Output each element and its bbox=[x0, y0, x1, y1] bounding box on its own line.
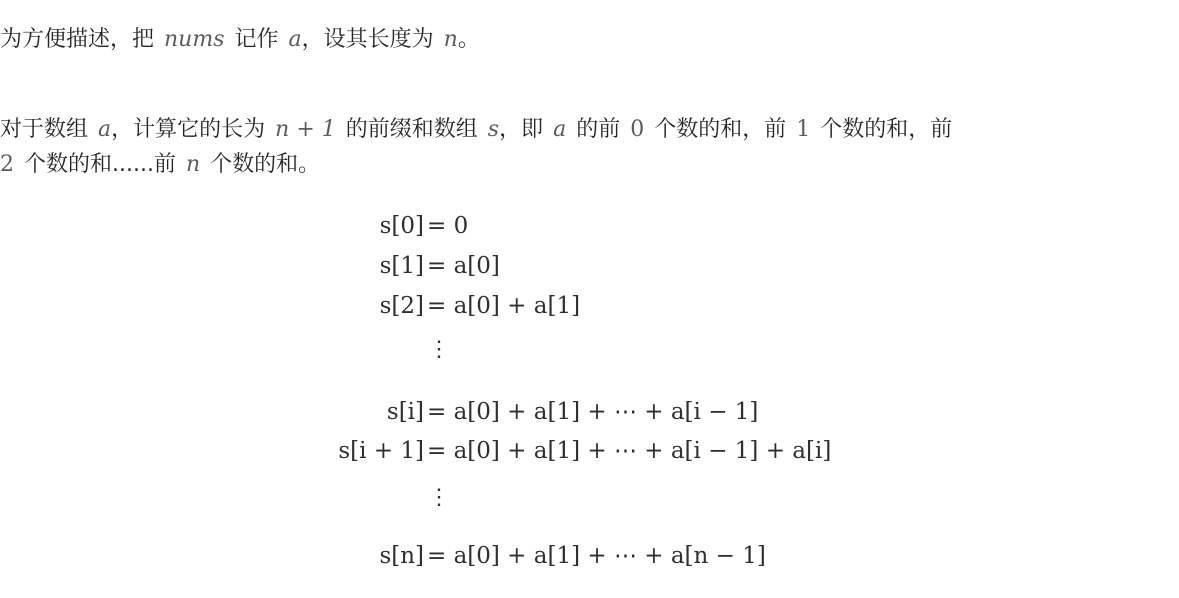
math-a: a bbox=[288, 27, 302, 52]
text: 。 bbox=[457, 27, 480, 52]
text: 的前 bbox=[576, 117, 621, 142]
text: 个数的和......前 bbox=[24, 152, 176, 177]
vertical-ellipsis: ⋮ bbox=[428, 485, 450, 510]
text: 对于数组 bbox=[0, 117, 89, 142]
equation-lhs-s1: s[1] bbox=[379, 253, 424, 279]
text: 个数的和，前 bbox=[654, 117, 787, 142]
text: ，计算它的长为 bbox=[111, 117, 266, 142]
equation-lhs-sn: s[n] bbox=[379, 543, 424, 569]
math-a: a bbox=[553, 117, 567, 142]
math-zero: 0 bbox=[630, 117, 645, 142]
text: 个数的和。 bbox=[210, 152, 321, 177]
equation-lhs-si: s[i] bbox=[386, 399, 424, 425]
math-two: 2 bbox=[0, 152, 14, 177]
paragraph-prefix-def-line2 bbox=[0, 148, 320, 182]
text: 为方便描述，把 bbox=[0, 27, 155, 52]
equation-rhs-s2: = a[0] + a[1] bbox=[427, 293, 581, 319]
text: 记作 bbox=[234, 27, 279, 52]
vertical-ellipsis: ⋮ bbox=[428, 337, 450, 362]
equation-rhs-sn: = a[0] + a[1] + ⋯ + a[n − 1] bbox=[427, 543, 766, 569]
text: ，设其长度为 bbox=[301, 27, 434, 52]
text: 的前缀和数组 bbox=[345, 117, 478, 142]
text: 个数的和，前 bbox=[820, 117, 953, 142]
math-s: s bbox=[487, 117, 500, 142]
math-nums: nums bbox=[164, 27, 225, 52]
paragraph-prefix-def-line1 bbox=[0, 113, 952, 147]
paragraph-notation bbox=[0, 23, 480, 57]
equation-rhs-s0: = 0 bbox=[427, 213, 469, 239]
equation-rhs-si-plus-1: = a[0] + a[1] + ⋯ + a[i − 1] + a[i] bbox=[427, 438, 832, 464]
equation-lhs-s0: s[0] bbox=[379, 213, 424, 239]
math-n-plus-1: n + 1 bbox=[275, 117, 336, 142]
equation-lhs-si-plus-1: s[i + 1] bbox=[338, 438, 424, 464]
text: ，即 bbox=[499, 117, 544, 142]
equation-rhs-s1: = a[0] bbox=[427, 253, 500, 279]
math-n: n bbox=[443, 27, 458, 52]
math-a: a bbox=[98, 117, 112, 142]
equation-lhs-s2: s[2] bbox=[379, 293, 424, 319]
equation-rhs-si: = a[0] + a[1] + ⋯ + a[i − 1] bbox=[427, 399, 759, 425]
math-n: n bbox=[185, 152, 201, 177]
math-one: 1 bbox=[796, 117, 811, 142]
